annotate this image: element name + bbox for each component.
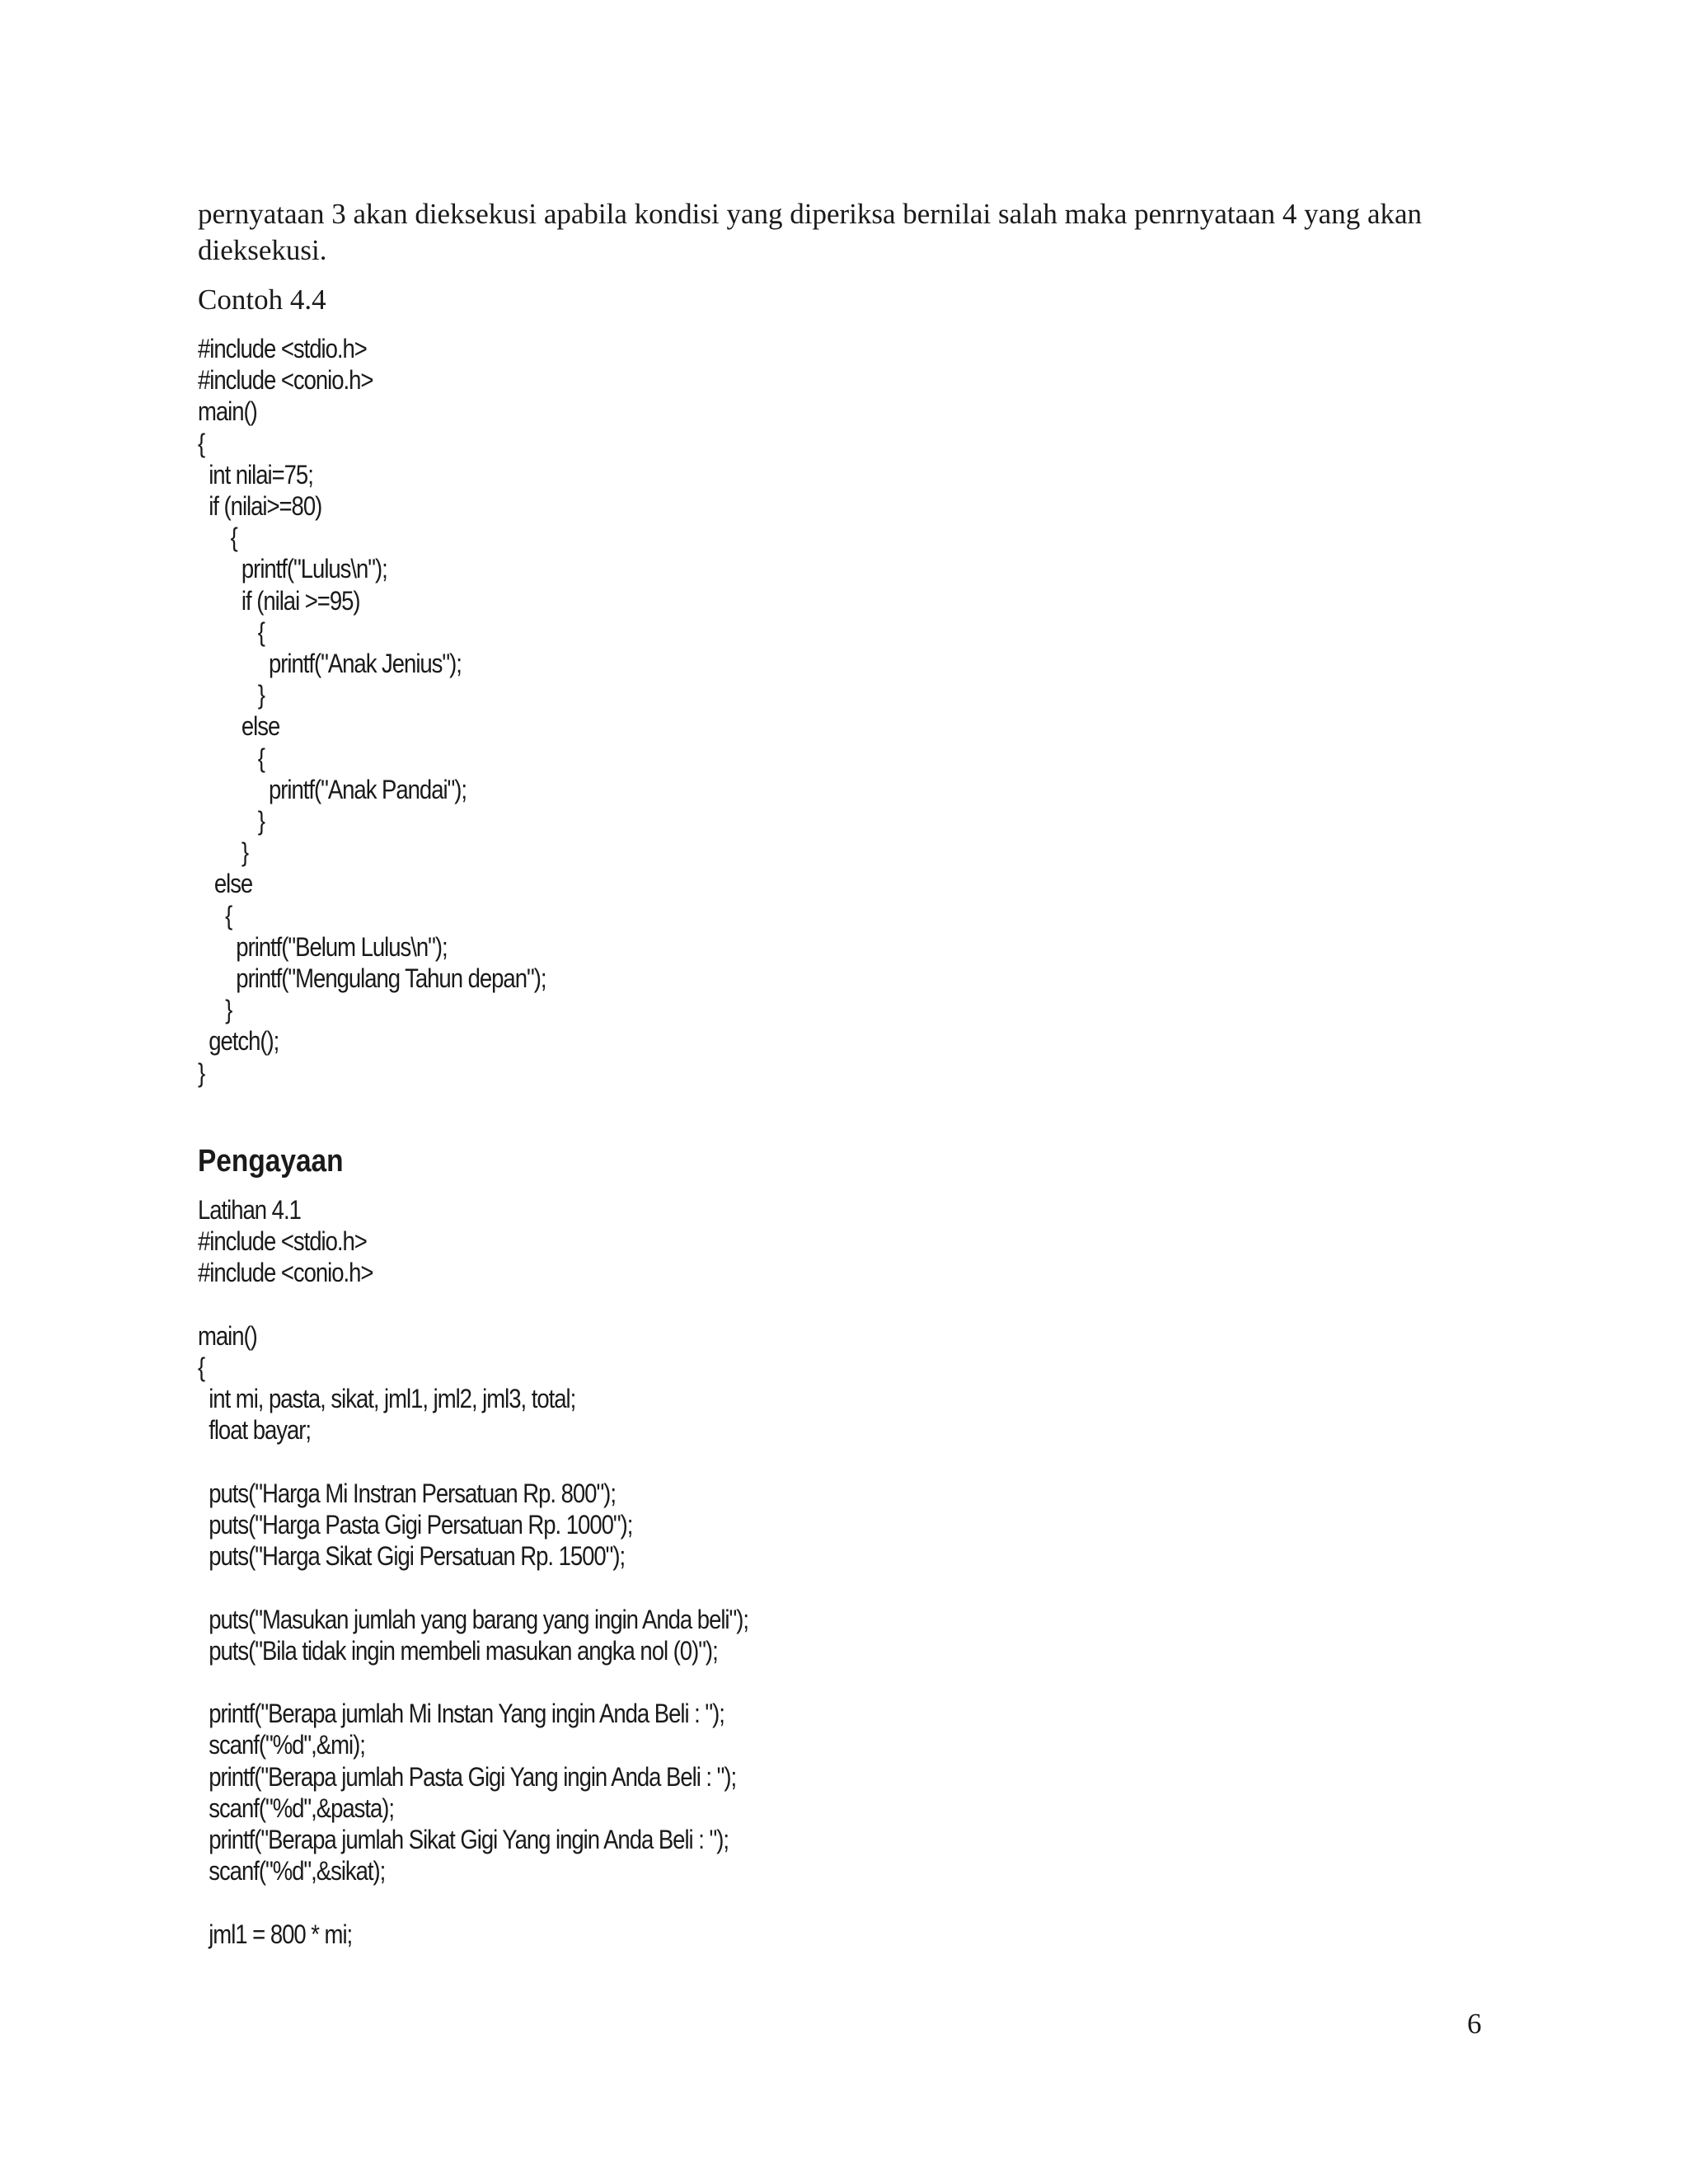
code-line: puts("Masukan jumlah yang barang yang ingin Anda beli"); [198,1604,749,1634]
section-heading: Pengayaan [198,1144,344,1179]
code-block-example [198,333,546,1089]
code-line: main() [198,1320,257,1351]
code-line: { [198,1352,205,1383]
code-line: printf("Berapa jumlah Mi Instan Yang ingin Anda Beli : "); [198,1699,724,1729]
code-line: printf("Mengulang Tahun depan"); [198,963,546,994]
code-line: #include <stdio.h> [198,334,367,363]
code-line: } [198,995,232,1025]
code-line: Latihan 4.1 [198,1195,301,1225]
code-line: puts("Harga Pasta Gigi Persatuan Rp. 1000"); [198,1510,633,1540]
code-line: puts("Harga Mi Instran Persatuan Rp. 800"); [198,1478,616,1508]
code-line: if (nilai >=95) [198,585,360,616]
code-line: jml1 = 800 * mi; [198,1919,353,1949]
code-line: #include <stdio.h> [198,1226,367,1257]
code-line: } [198,1057,205,1088]
code-line: printf("Berapa jumlah Pasta Gigi Yang ingin Anda Beli : "); [198,1761,737,1792]
example-label: Contoh 4.4 [198,284,326,316]
code-line: puts("Bila tidak ingin membeli masukan angka nol (0)"); [198,1635,718,1666]
code-line: printf("Anak Jenius"); [198,649,462,679]
code-line: else [198,711,280,742]
code-line: main() [198,396,257,427]
code-line: printf("Anak Pandai"); [198,774,467,804]
code-line: { [198,616,265,647]
code-line: printf("Belum Lulus\n"); [198,931,448,962]
code-line: scanf("%d",&pasta); [198,1793,395,1823]
code-line: float bayar; [198,1415,311,1446]
code-line: } [198,680,265,710]
code-line: int nilai=75; [198,459,313,490]
code-line: #include <conio.h> [198,365,373,396]
code-line: { [198,743,265,773]
code-line: if (nilai>=80) [198,491,322,522]
code-line: puts("Harga Sikat Gigi Persatuan Rp. 1500"); [198,1541,626,1572]
code-line: scanf("%d",&sikat); [198,1856,386,1886]
code-line: { [198,428,205,458]
code-line: { [198,900,232,930]
code-line: } [198,806,265,837]
code-line: printf("Lulus\n"); [198,554,387,584]
code-line: else [198,869,253,899]
code-line: int mi, pasta, sikat, jml1, jml2, jml3, total; [198,1384,576,1414]
code-line: printf("Berapa jumlah Sikat Gigi Yang ingin Anda Beli : "); [198,1825,729,1855]
code-line: } [198,837,249,868]
page-number: 6 [1467,2008,1482,2040]
code-line: { [198,523,237,553]
code-line: #include <conio.h> [198,1258,373,1288]
code-line: scanf("%d",&mi); [198,1730,365,1760]
body-paragraph: pernyataan 3 akan dieksekusi apabila kondisi yang diperiksa bernilai salah maka penrnyataan 4 yang akan dieksekusi. [198,198,1423,266]
code-line: getch(); [198,1026,279,1057]
code-block-exercise [198,1194,748,1950]
